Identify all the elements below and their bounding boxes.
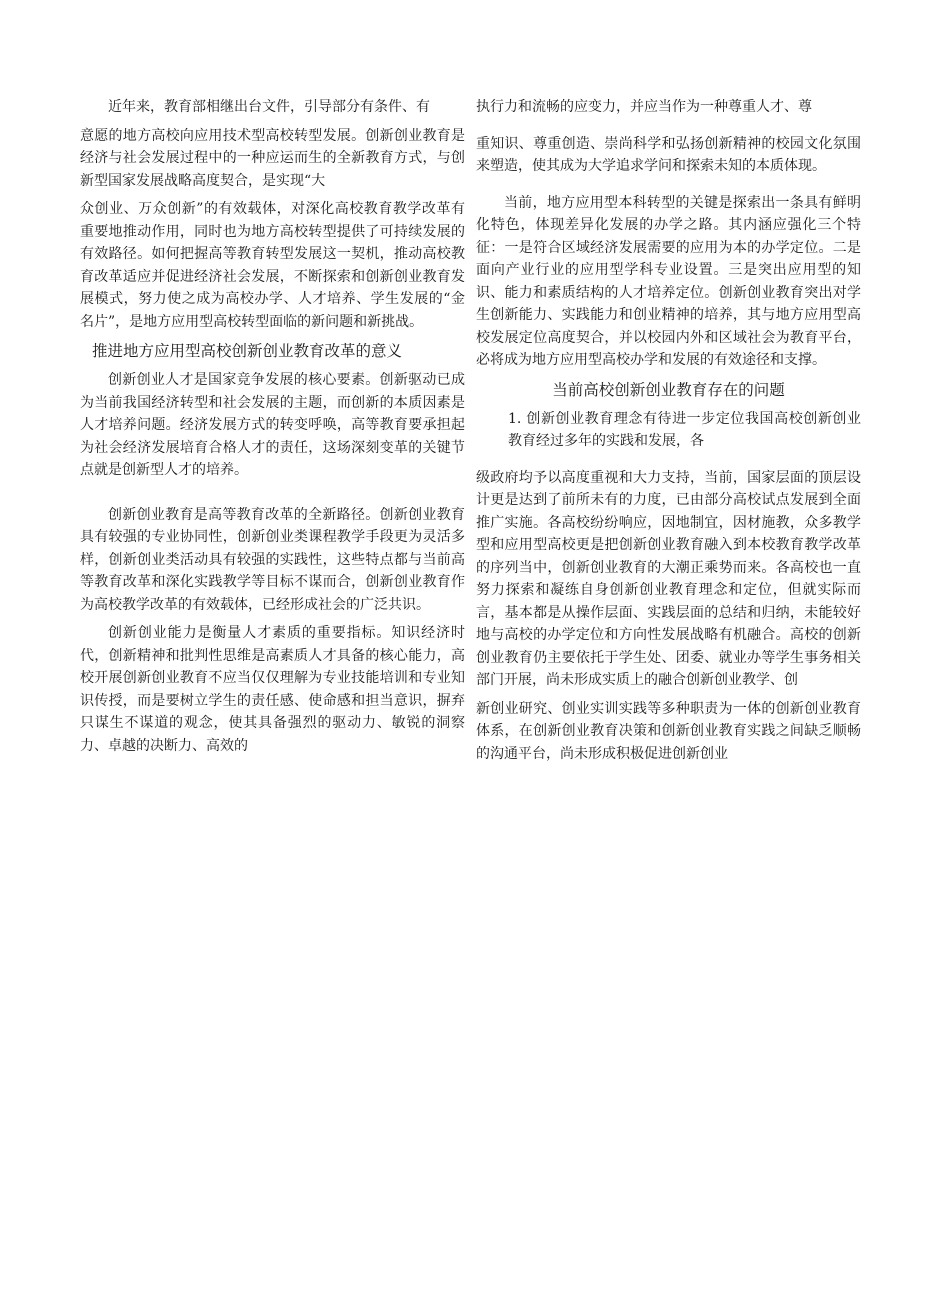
paragraph: 执行力和流畅的应变力，并应当作为一种尊重人才、尊 — [476, 99, 812, 115]
subheading: 1. 创新创业教育理念有待进一步定位我国高校创新创业教育经过多年的实践和发展，各 — [508, 410, 861, 449]
section-heading: 推进地方应用型高校创新创业教育改革的意义 — [92, 342, 403, 360]
paragraph: 近年来，教育部相继出台文件，引导部分有条件、有 — [108, 99, 430, 115]
paragraph: 创新创业人才是国家竞争发展的核心要素。创新驱动已成为当前我国经济转型和社会发展的主题，而创新的本质因素是人才培养问题。经济发展方式的转变呼唤，高等教育要承担起为社会经济发展培育合格人才的责任，这场深刻变革的关键节点就是创新型人才的培养。 — [80, 372, 465, 478]
paragraph: 当前，地方应用型本科转型的关键是探索出一条具有鲜明化特色，体现差异化发展的办学之路。其内涵应强化三个特征：一是符合区域经济发展需要的应用为本的办学定位。二是面向产业行业的应用型学科专业设置。三是突出应用型的知识、能力和素质结构的人才培养定位。创新创业教育突出对学生创新能力、实践能力和创业精神的培养，其与地方应用型高校发展定位高度契合，并以校园内外和区域社会为教育平台，必将成为地方应用型高校办学和发展的有效途径和支撑。 — [476, 194, 861, 368]
paragraph: 创新创业能力是衡量人才素质的重要指标。知识经济时代，创新精神和批判性思维是高素质人才具备的核心能力，高校开展创新创业教育不应当仅仅理解为专业技能培训和专业知识传授，而是要树立学生的责任感、使命感和担当意识，摒弃只谋生不谋道的观念，使其具备强烈的驱动力、敏锐的洞察力、卓越的决断力、高效的 — [80, 625, 465, 754]
left-column — [80, 96, 465, 757]
paragraph: 众创业、万众创新”的有效载体，对深化高校教育教学改革有重要地推动作用，同时也为地方高校转型提供了可持续发展的有效路径。如何把握高等教育转型发展这一契机，推动高校教育改革适应并促进经济社会发展，不断探索和创新创业教育发展模式，努力使之成为高校办学、人才培养、学生发展的“金名片”，是地方应用型高校转型面临的新问题和新挑战。 — [80, 201, 465, 330]
paragraph: 新创业研究、创业实训实践等多种职责为一体的创新创业教育体系，在创新创业教育决策和创新创业教育实践之间缺乏顺畅的沟通平台，尚未形成积极促进创新创业 — [476, 700, 861, 762]
right-column — [476, 96, 861, 765]
paragraph: 创新创业教育是高等教育改革的全新路径。创新创业教育具有较强的专业协同性，创新创业类课程教学手段更为灵活多样，创新创业类活动具有较强的实践性，这些特点都与当前高等教育改革和深化实践教学等目标不谋而合，创新创业教育作为高校教学改革的有效载体，已经形成社会的广泛共识。 — [80, 506, 465, 613]
paragraph: 重知识、尊重创造、崇尚科学和弘扬创新精神的校园文化氛围来塑造，使其成为大学追求学问和探索未知的本质体现。 — [476, 135, 861, 174]
paragraph: 级政府均予以高度重视和大力支持，当前，国家层面的顶层设计更是达到了前所未有的力度，已由部分高校试点发展到全面推广实施。各高校纷纷响应，因地制宜，因材施教，众多教学型和应用型高校更是把创新创业教育融入到本校教育教学改革的序列当中，创新创业教育的大潮正乘势而来。各高校也一直努力探索和凝练自身创新创业教育理念和定位，但就实际而言，基本都是从操作层面、实践层面的总结和归纳，未能较好地与高校的办学定位和方向性发展战略有机融合。高校的创新创业教育仍主要依托于学生处、团委、就业办等学生事务相关部门开展，尚未形成实质上的融合创新创业教学、创 — [476, 469, 861, 688]
paragraph: 意愿的地方高校向应用技术型高校转型发展。创新创业教育是经济与社会发展过程中的一种应运而生的全新教育方式，与创新型国家发展战略高度契合，是实现“大 — [80, 127, 465, 189]
section-heading: 当前高校创新创业教育存在的问题 — [552, 380, 785, 399]
